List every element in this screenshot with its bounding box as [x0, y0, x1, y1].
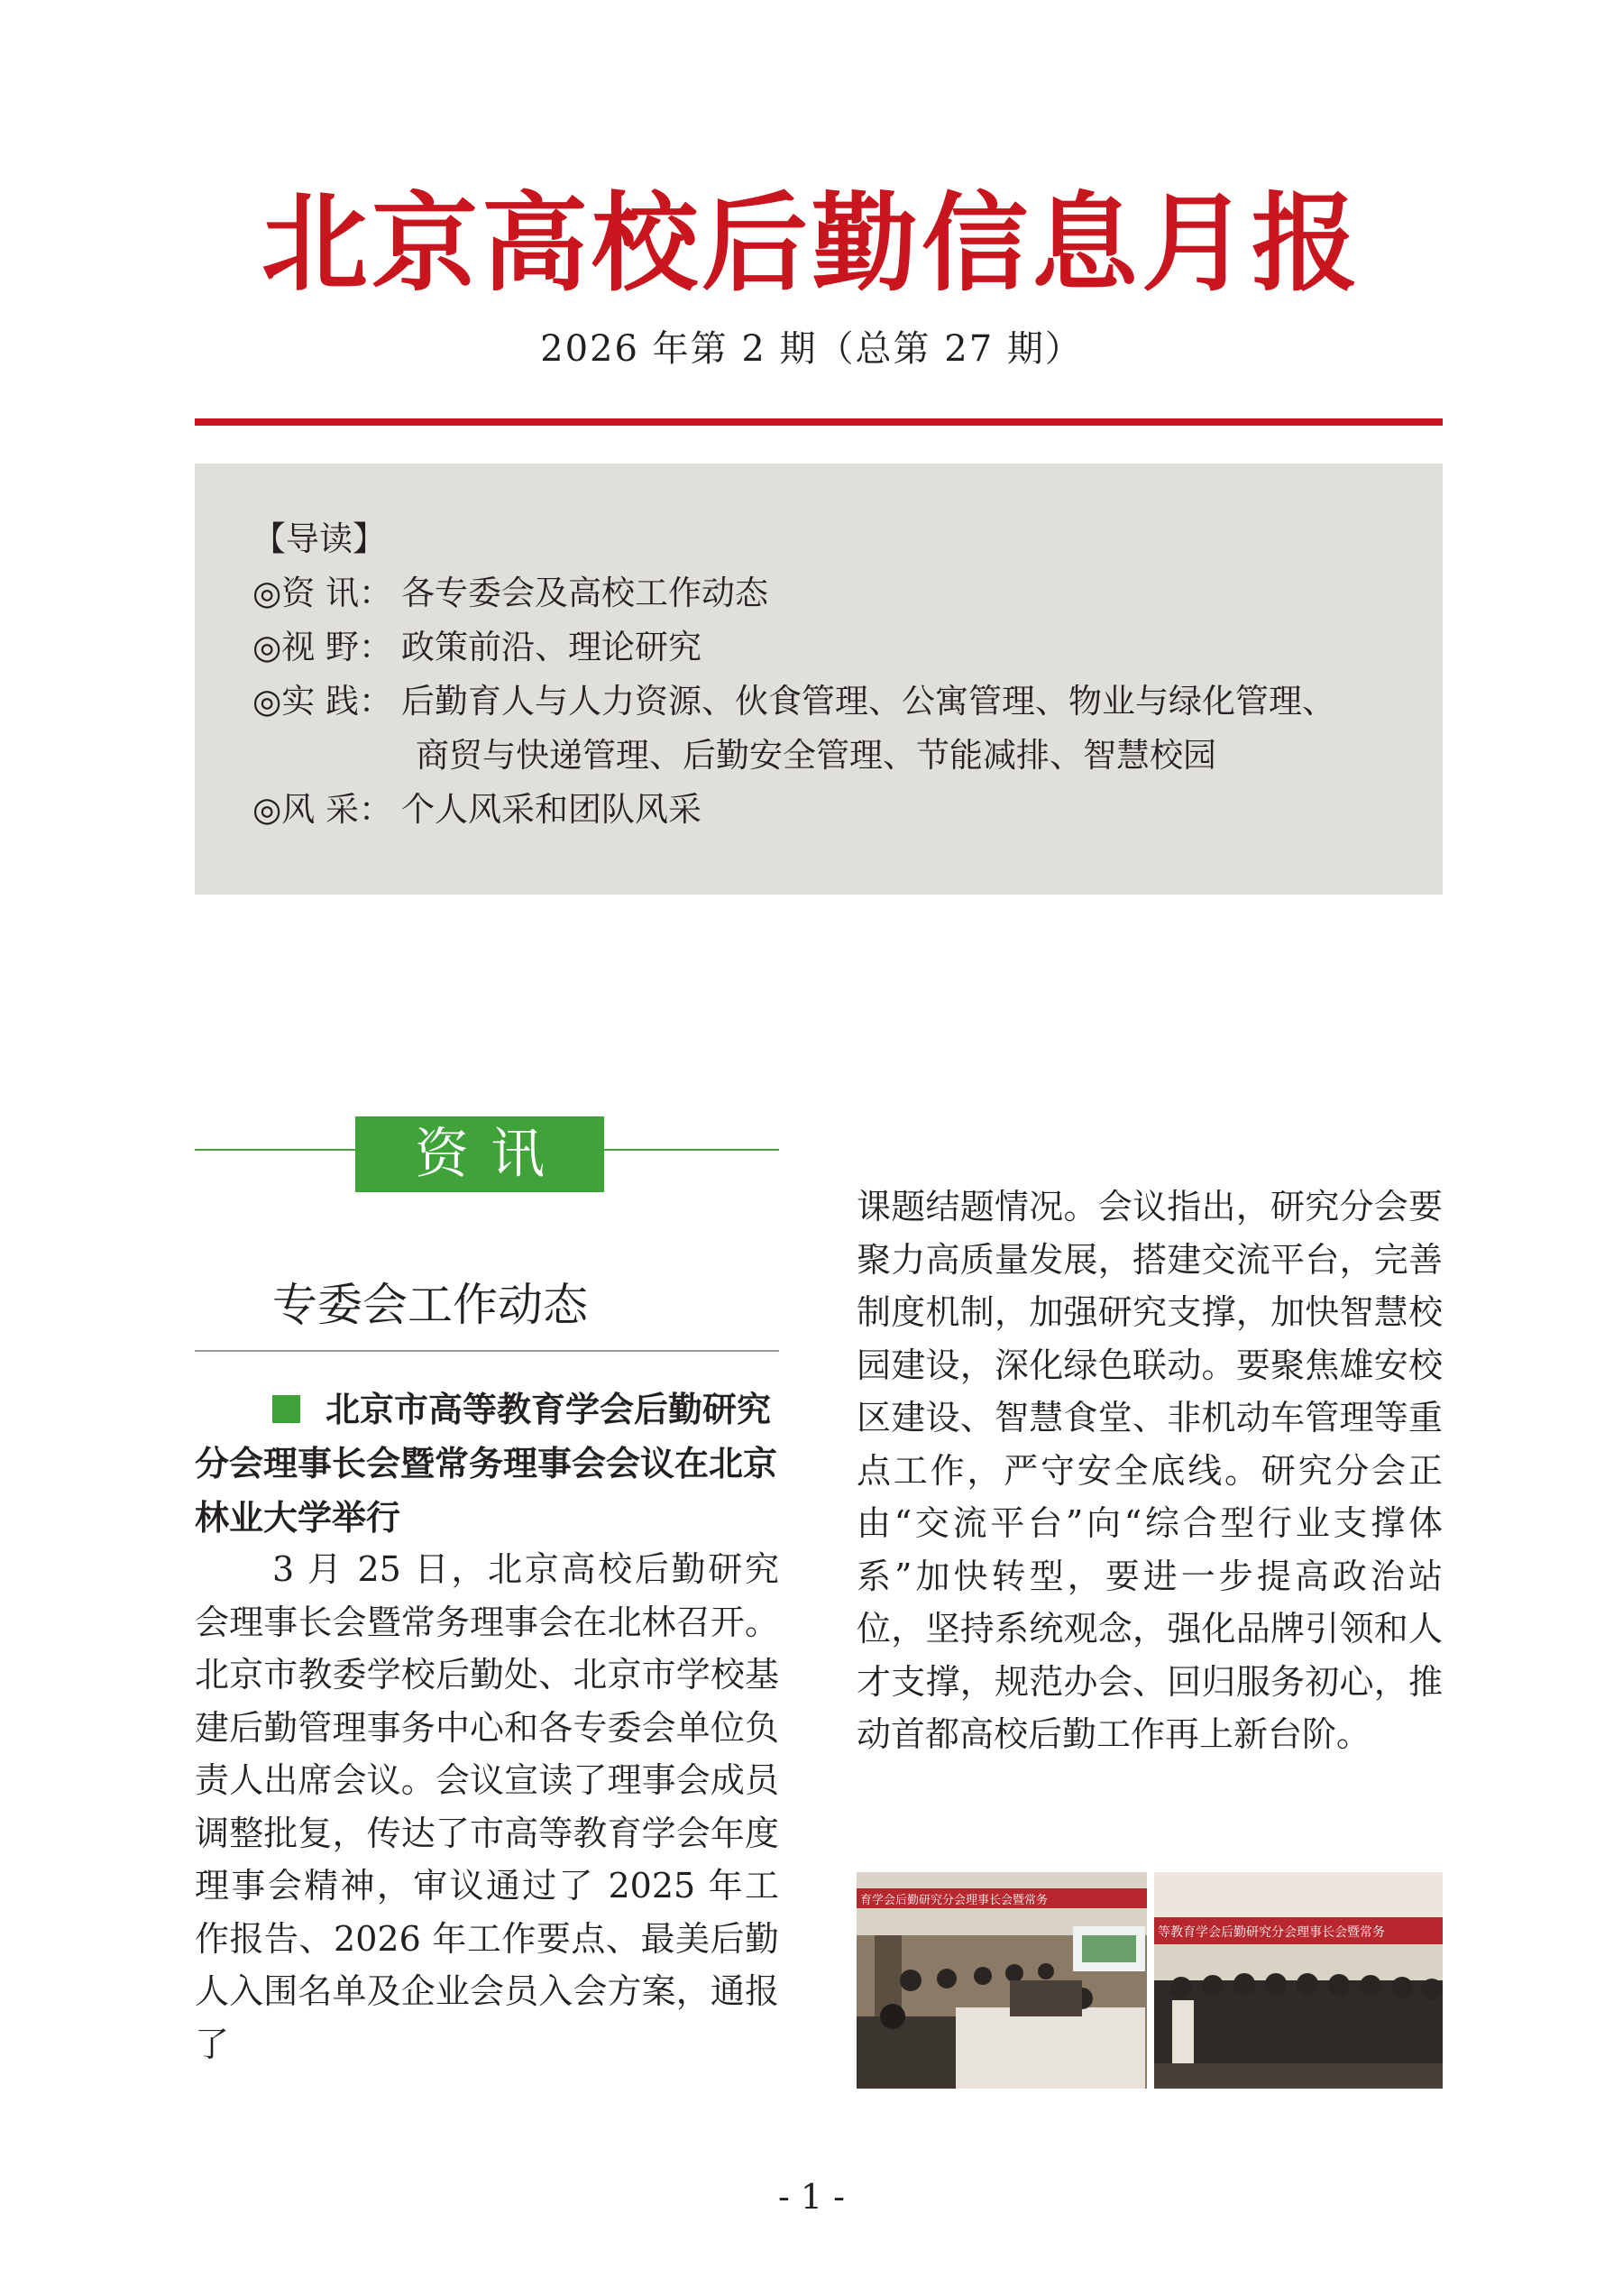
right-photo-banner: 等教育学会后勤研究分会理事长会暨常务: [1158, 1925, 1385, 1940]
section-rule-right: [604, 1149, 779, 1151]
meeting-photo-right: [1154, 1872, 1443, 2089]
guide-title: 【导读】: [252, 519, 386, 558]
guide-item-style: [252, 788, 701, 831]
header-rule: [195, 418, 1443, 426]
guide-item-text: 个人风采和团队风采: [401, 790, 701, 829]
left-photo-banner: 育学会后勤研究分会理事长会暨常务: [860, 1894, 1049, 1907]
article-body-left: 3 月 25 日，北京高校后勤研究会理事长会暨常务理事会在北林召开。北京市教委学校后勤处、北京市学校基建后勤管理事务中心和各专委会单位负责人出席会议。会议宣读了理事会成员调整批复，传达了市高等教育学会年度理事会精神，审议通过了 2025 年工作报告、2026 年工作要点、最美后勤人入围名单及企业会员入会方案，通报了: [195, 1549, 779, 2064]
guide-item-label: ◎视 野：: [252, 628, 393, 666]
guide-item-practice: [252, 680, 1335, 723]
subsection-rule: [195, 1350, 779, 1352]
guide-item-text: 政策前沿、理论研究: [401, 628, 701, 666]
subsection-heading: 专委会工作动态: [272, 1279, 588, 1331]
guide-item-label: ◎实 践：: [252, 682, 393, 721]
guide-item-news: [252, 572, 768, 615]
guide-item-practice-continued: 商贸与快递管理、后勤安全管理、节能减排、智慧校园: [416, 736, 1216, 775]
guide-item-label: ◎风 采：: [252, 790, 393, 829]
article-title: [195, 1382, 779, 1545]
newsletter-title: 北京高校后勤信息月报: [261, 180, 1362, 306]
page-number: - 1 -: [777, 2177, 845, 2217]
guide-item-vision: [252, 626, 701, 669]
guide-item-text: 后勤育人与人力资源、伙食管理、公寓管理、物业与绿化管理、: [401, 682, 1335, 721]
article-title-text: 北京市高等教育学会后勤研究分会理事长会暨常务理事会会议在北京林业大学举行: [195, 1390, 778, 1538]
section-label: 资讯: [355, 1116, 604, 1192]
guide-item-label: ◎资 讯：: [252, 574, 393, 612]
guide-item-text: 各专委会及高校工作动态: [401, 574, 768, 612]
section-rule-left: [195, 1149, 355, 1151]
reading-guide-box: [195, 464, 1443, 895]
meeting-photo-left: [857, 1872, 1147, 2089]
article-body-right: 课题结题情况。会议指出，研究分会要聚力高质量发展，搭建交流平台，完善制度机制，加强研究支撑，加快智慧校园建设，深化绿色联动。要聚焦雄安校区建设、智慧食堂、非机动车管理等重点工作，严守安全底线。研究分会正由“交流平台”向“综合型行业支撑体系”加快转型，要进一步提高政治站位，坚持系统观念，强化品牌引领和人才支撑，规范办会、回归服务初心，推动首都高校后勤工作再上新台阶。: [857, 1187, 1443, 1754]
issue-number: 2026 年第 2 期（总第 27 期）: [540, 328, 1083, 370]
square-bullet-icon: [272, 1395, 300, 1423]
